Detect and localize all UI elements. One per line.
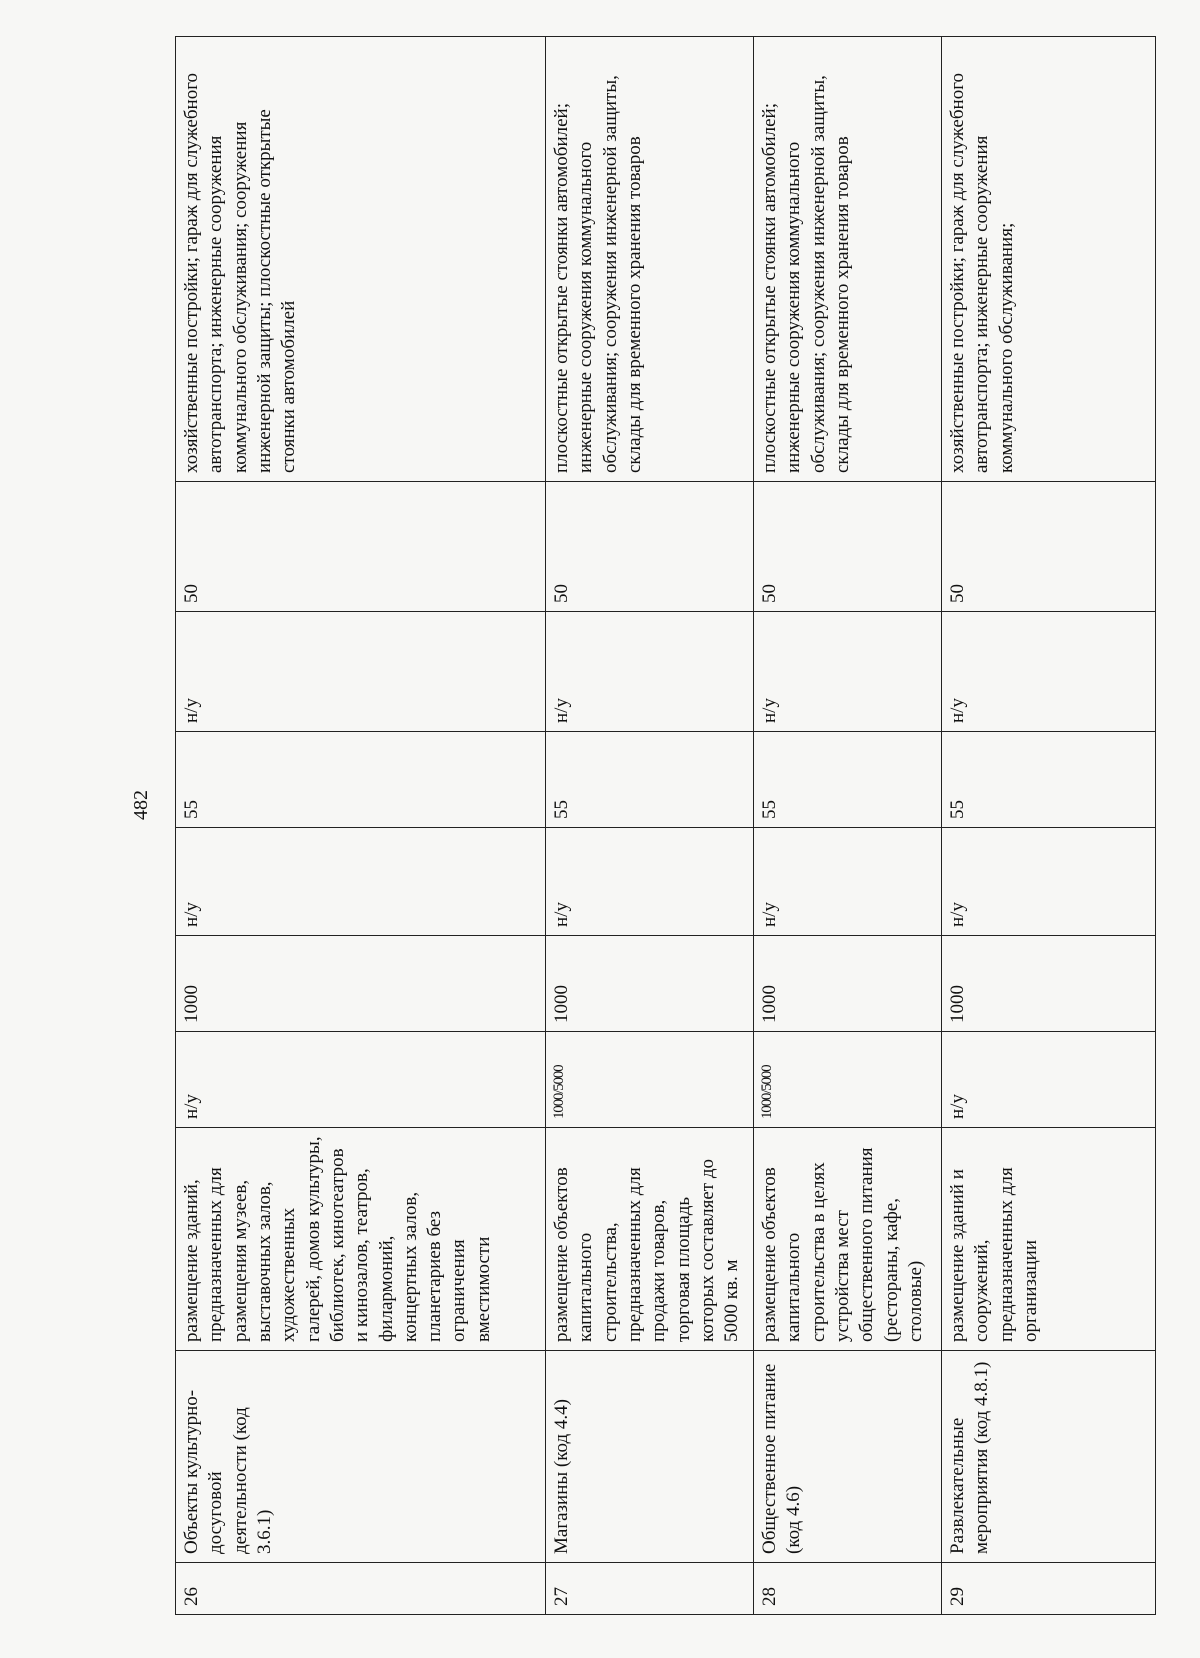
use-type-description: размещение объектов капитального строительства, предназначенных для продажи товаров, торговая площадь которых составляет до 5000 кв. м xyxy=(546,1128,754,1351)
max-area-value: 1000 xyxy=(942,936,1156,1032)
max-area-value: 1000 xyxy=(176,936,546,1032)
min-area-value: 1000/5000 xyxy=(546,1032,754,1128)
height-value: 55 xyxy=(176,732,546,828)
max-area-value: 1000 xyxy=(754,936,942,1032)
use-type-name: Развлекательные мероприятия (код 4.8.1) xyxy=(942,1351,1156,1563)
row-number: 28 xyxy=(754,1563,942,1615)
min-area-value: н/у xyxy=(942,1032,1156,1128)
table-row xyxy=(176,37,546,1615)
auxiliary-uses: хозяйственные постройки; гараж для служебного автотранспорта; инженерные сооружения коммунального обслуживания; xyxy=(942,37,1156,482)
min-area-value: н/у xyxy=(176,1032,546,1128)
coverage-percent: 50 xyxy=(942,482,1156,612)
use-type-name: Общественное питание (код 4.6) xyxy=(754,1351,942,1563)
page-number: 482 xyxy=(130,790,152,820)
height-value: 55 xyxy=(942,732,1156,828)
setback-value: н/у xyxy=(546,612,754,732)
row-number: 29 xyxy=(942,1563,1156,1615)
table-row xyxy=(754,37,942,1615)
land-use-table xyxy=(175,36,1156,1615)
coverage-percent: 50 xyxy=(176,482,546,612)
table-row xyxy=(546,37,754,1615)
max-area-value: 1000 xyxy=(546,936,754,1032)
use-type-name: Объекты культурно-досуговой деятельности (код 3.6.1) xyxy=(176,1351,546,1563)
setback-value: н/у xyxy=(754,612,942,732)
row-number: 26 xyxy=(176,1563,546,1615)
setback-value: н/у xyxy=(942,612,1156,732)
auxiliary-uses: хозяйственные постройки; гараж для служебного автотранспорта; инженерные сооружения коммунального обслуживания; сооружения инженерной защиты; плоскостные открытые стоянки автомобилей xyxy=(176,37,546,482)
coverage-percent: 50 xyxy=(546,482,754,612)
use-type-description: размещение зданий и сооружений, предназначенных для организации xyxy=(942,1128,1156,1351)
table-row xyxy=(942,37,1156,1615)
coverage-percent: 50 xyxy=(754,482,942,612)
min-area-value: 1000/5000 xyxy=(754,1032,942,1128)
setback-value: н/у xyxy=(176,612,546,732)
auxiliary-uses: плоскостные открытые стоянки автомобилей; инженерные сооружения коммунального обслуживания; сооружения инженерной защиты, склады для временного хранения товаров xyxy=(754,37,942,482)
use-type-description: размещение объектов капитального строительства в целях устройства мест общественного питания (рестораны, кафе, столовые) xyxy=(754,1128,942,1351)
floors-value: н/у xyxy=(754,828,942,936)
use-type-description: размещение зданий, предназначенных для размещения музеев, выставочных залов, художественных галерей, домов культуры, библиотек, кинотеатров и кинозалов, театров, филармоний, концертных залов, планетариев без ограничения вместимости xyxy=(176,1128,546,1351)
use-type-name: Магазины (код 4.4) xyxy=(546,1351,754,1563)
height-value: 55 xyxy=(754,732,942,828)
row-number: 27 xyxy=(546,1563,754,1615)
auxiliary-uses: плоскостные открытые стоянки автомобилей; инженерные сооружения коммунального обслуживания; сооружения инженерной защиты, склады для временного хранения товаров xyxy=(546,37,754,482)
floors-value: н/у xyxy=(942,828,1156,936)
floors-value: н/у xyxy=(176,828,546,936)
floors-value: н/у xyxy=(546,828,754,936)
rotated-page-content xyxy=(175,37,1155,1615)
height-value: 55 xyxy=(546,732,754,828)
